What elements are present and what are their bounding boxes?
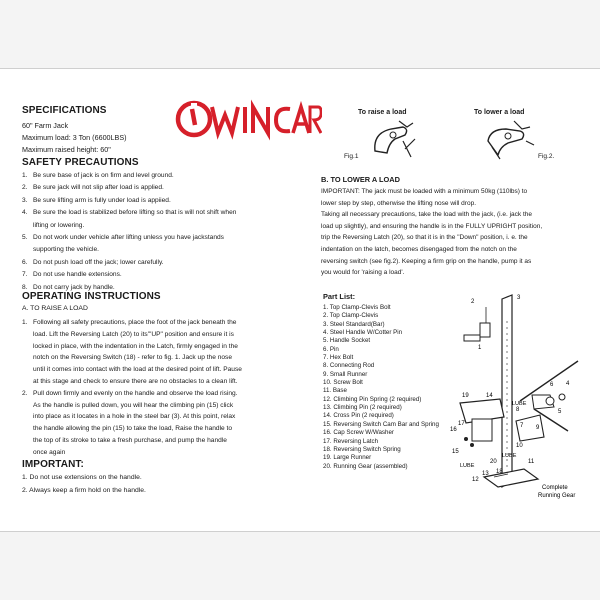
diagram-label: LUBE: [512, 401, 527, 407]
safety-list: 1. Be sure base of jack is on firm and level ground. 2. Be sure jack will not slip after load is applied. 3. Be sure lifting arm is fully under load is appiied. 4. Be sure the load is stabilized before lifting so that is will not shift when lifting or lowering. 5. Do not work under vehicle after lifting unless you have jackstands supporting the vehicle. 6. Do not push load off the jack; lower carefully. 7. Do not use handle extensions. 8. Do not carry jack by handle.: [22, 170, 284, 294]
spec-line: Maximum raised height: 60": [22, 145, 111, 154]
spec-line: 60" Farm Jack: [22, 121, 69, 130]
list-item: once again: [33, 448, 66, 456]
list-item: As the handle is pulled down, you will hear the climbing pin (15) click: [33, 401, 234, 409]
part-item: 7. Hex Bolt: [323, 354, 354, 362]
list-item: notch on the Reversing Switch (18) - refer to fig. 1. Jack up the nose: [33, 354, 233, 362]
list-item: load. Lift the Reversing Latch (20) to its'"UP" position and ensure it is: [33, 330, 234, 338]
top-clamp-shape: [480, 323, 490, 337]
important-item: 1. Do not use extensions on the handle.: [22, 474, 142, 481]
specifications-title: SPECIFICATIONS: [22, 105, 107, 116]
fig1-label: Fig.1: [344, 153, 359, 160]
fig2-label: Fig.2.: [538, 153, 555, 160]
spec-line: Maximum load: 3 Ton (6600LBS): [22, 133, 127, 142]
lower-line: trip the Reversing Latch (20), so that it is in the "Down" position, i. e. the: [321, 234, 528, 242]
part-item: 13. Climbing Pin (2 required): [323, 404, 402, 412]
list-item: locked in place, with the indentation in the Latch, firmly engaged in the: [33, 342, 238, 350]
list-item: Be sure jack will not slip after load is applied.: [33, 184, 164, 192]
part-item: 5. Handle Socket: [323, 337, 371, 345]
important-title: IMPORTANT:: [22, 459, 84, 470]
parts-title: Part List:: [323, 292, 356, 301]
part-item: 20. Running Gear (assembled): [323, 462, 408, 470]
diagram-label: 9: [536, 425, 540, 431]
part-item: 12. Climbing Pin Spring (2 required): [323, 395, 422, 403]
list-item: the top of its stroke to take a fresh purchase, and pump the handle: [33, 436, 227, 444]
list-item: Pull down firmly and evenly on the handle and observe the load rising.: [33, 389, 238, 397]
part-item: 4. Steel Handle W/Cotter Pin: [323, 329, 403, 337]
lower-line: IMPORTANT: The jack must be loaded with a minimum 50kg (110lbs) to: [321, 188, 528, 195]
lower-line: load up slightly), and ensuring the handle is in the FULLY UPRIGHT position,: [321, 222, 543, 230]
list-item: at this stage and check to ensure there are no obstacles to a clean lift.: [33, 377, 238, 385]
running-gear-label: Running Gear: [538, 493, 576, 499]
diagram-label: 12: [472, 477, 479, 483]
diagram-label: 20: [490, 459, 497, 465]
diagram-label: 10: [516, 443, 523, 449]
lower-line: lower step by step, otherwise the lifting nose will drop.: [321, 199, 476, 207]
diagram-label: 17: [458, 421, 465, 427]
list-item: Be sure lifting arm is fully under load is appiied.: [33, 196, 171, 204]
part-item: 3. Steel Standard(Bar): [323, 320, 385, 328]
list-item: Do not use handle extensions.: [33, 271, 122, 279]
part-item: 2. Top Clamp-Clevis: [323, 312, 379, 320]
lower-paragraph: [321, 186, 583, 279]
part-item: 16. Cap Screw W/Washer: [323, 429, 394, 437]
operating-list: 1. Following all safety precautions, place the foot of the jack beneath the load. Lift the Reversing Latch (20) to its'"UP" position and ensure it is locked in place, with the indentation in the Latch, firmly engaged in the notch on the Reversing Switch (18) - refer to fig. 1. Jack up the nose until it comes into contact with the load at the desired point of lift. Pause at this stage and check to ensure there are no obstacles to a clean lift. 2. Pull down firmly and evenly on the handle and observe the load rising. As the handle is pulled down, you will hear the climbing pin (15) click into place as it locates in a hole in the steel bar (3). At this point, relax the handle allowing the pin (15) to take the load, Raise the handle to the top of its stroke to take a fresh purchase, and pump the handle once again: [22, 317, 284, 459]
diagram-label: 14: [486, 393, 493, 399]
lower-line: reversing switch (see fig.2). Keeping a firm grip on the handle, pump it as: [321, 257, 532, 265]
diagram-label: 18: [496, 469, 503, 475]
lower-line: indentation on the latch, becomes disengaged from the notch on the: [321, 245, 517, 253]
exploded-parts-diagram: [420, 291, 590, 501]
part-item: 18. Reversing Switch Spring: [323, 445, 401, 453]
list-item: the handle allowing the pin (15) to take the load, Raise the handle to: [33, 425, 233, 433]
list-item: Do not push load off the jack; lower carefully.: [33, 258, 164, 266]
part-item: 1. Top Clamp-Clevis Bolt: [323, 304, 391, 311]
part-item: 11. Base: [323, 387, 347, 395]
diagram-label: 11: [528, 459, 535, 465]
list-item: Do not work under vehicle after lifting unless you have jackstands: [33, 234, 224, 242]
lower-line: you would for 'raising a load'.: [321, 269, 405, 277]
fig2-latch-down-drawing: [478, 119, 548, 161]
base-shape: [484, 469, 538, 487]
part-item: 8. Connecting Rod: [323, 362, 375, 370]
important-item: 2. Always keep a firm hold on the handle.: [22, 487, 146, 494]
list-item: supporting the vehicle.: [33, 246, 99, 254]
part-item: 17. Reversing Latch: [323, 437, 379, 445]
part-item: 10. Screw Bolt: [323, 379, 363, 387]
fig1-latch-up-drawing: [365, 119, 435, 161]
lower-line: Taking all necessary precautions, take the load with the jack, (i.e. jack the: [321, 211, 532, 219]
diagram-label: 2: [471, 299, 475, 305]
operating-title: OPERATING INSTRUCTIONS: [22, 291, 161, 302]
list-item: lifting or lowering.: [33, 221, 85, 229]
part-item: 9. Small Runner: [323, 370, 368, 378]
list-item: until it comes into contact with the load at the desired point of lift. Pause: [33, 366, 242, 374]
lower-figure-label: To lower a load: [474, 109, 525, 116]
lower-title: B. TO LOWER A LOAD: [321, 175, 400, 184]
list-item: Be sure base of jack is on firm and level ground.: [33, 172, 174, 179]
diagram-label: 3: [517, 295, 521, 301]
raise-subtitle: A. TO RAISE A LOAD: [22, 305, 88, 312]
diagram-label: 1: [478, 345, 482, 351]
list-item: Following all safety precautions, place the foot of the jack beneath the: [33, 319, 237, 326]
list-item: Do not carry jack by handle.: [33, 283, 115, 291]
diagram-label: LUBE: [502, 453, 517, 459]
diagram-label: 13: [482, 471, 489, 477]
diagram-label: 15: [452, 449, 459, 455]
wincar-logo: [172, 95, 322, 145]
diagram-label: 4: [566, 381, 570, 387]
diagram-label: 6: [550, 382, 554, 388]
running-gear-label: Complete: [542, 485, 568, 491]
diagram-label: 16: [450, 427, 457, 433]
list-item: into place as it locates in a hole in the steel bar (3). At this point, relax: [33, 413, 236, 421]
raise-figure-label: To raise a load: [358, 109, 407, 116]
safety-title: SAFETY PRECAUTIONS: [22, 157, 139, 168]
part-item: 14. Cross Pin (2 required): [323, 412, 394, 420]
diagram-label: 8: [516, 407, 520, 413]
diagram-label: 5: [558, 409, 562, 415]
manual-sheet: [0, 68, 600, 532]
diagram-label: 19: [462, 393, 469, 399]
part-item: 15. Reversing Switch Cam Bar and Spring: [323, 420, 439, 428]
diagram-label: 7: [520, 423, 524, 429]
part-item: 19. Large Runner: [323, 454, 372, 462]
part-item: 6. Pin: [323, 345, 339, 353]
list-item: Be sure the load is stabilized before lifting so that is will not shift when: [33, 209, 237, 217]
diagram-label: LUBE: [460, 463, 475, 469]
